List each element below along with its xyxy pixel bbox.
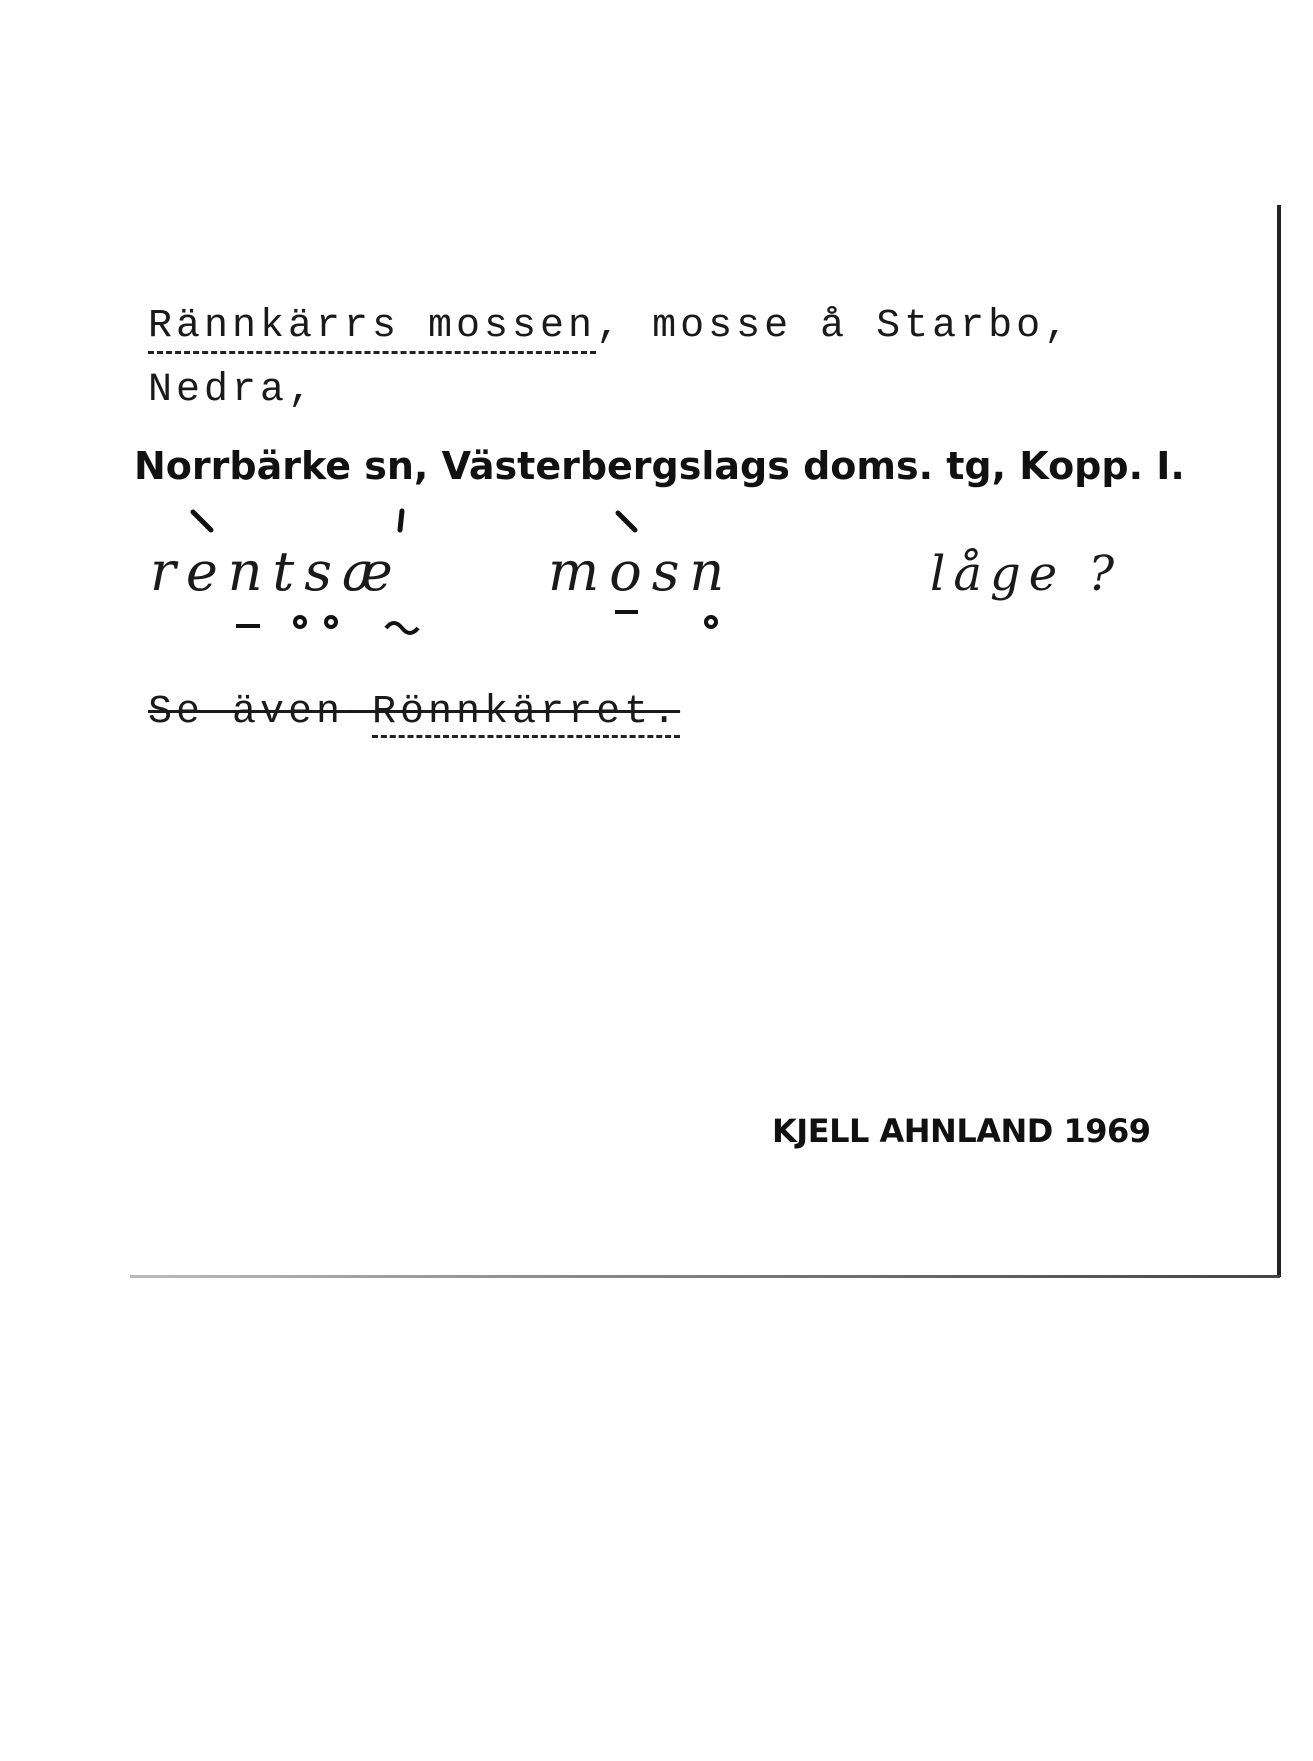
phonetic-word-1: rentsæ	[150, 540, 403, 603]
headword: Rännkärrs mossen	[148, 304, 596, 354]
accent-mark-3	[618, 513, 635, 530]
diacritic-ring-1	[295, 617, 305, 627]
location-line: Norrbärke sn, Västerbergslags doms. tg, Kopp. I.	[134, 444, 1185, 488]
see-also-reference	[148, 690, 680, 735]
description-line-1: , mosse å Starbo,	[596, 304, 1073, 349]
accent-mark-2	[400, 511, 402, 530]
collector-signature: KJELL AHNLAND 1969	[772, 1112, 1151, 1150]
diacritic-tilde	[386, 623, 418, 633]
card-edge-bottom	[130, 1275, 1280, 1278]
diacritic-ring-3	[706, 617, 716, 627]
accent-mark-1	[193, 512, 211, 530]
handwritten-note: låge ?	[930, 546, 1123, 602]
see-also-prefix: Se även	[148, 690, 345, 735]
description-line-2: Nedra,	[148, 368, 317, 413]
see-also-name: Rönnkärret.	[372, 690, 680, 738]
phonetic-word-2: mosn	[548, 540, 735, 603]
diacritic-ring-2	[326, 617, 336, 627]
